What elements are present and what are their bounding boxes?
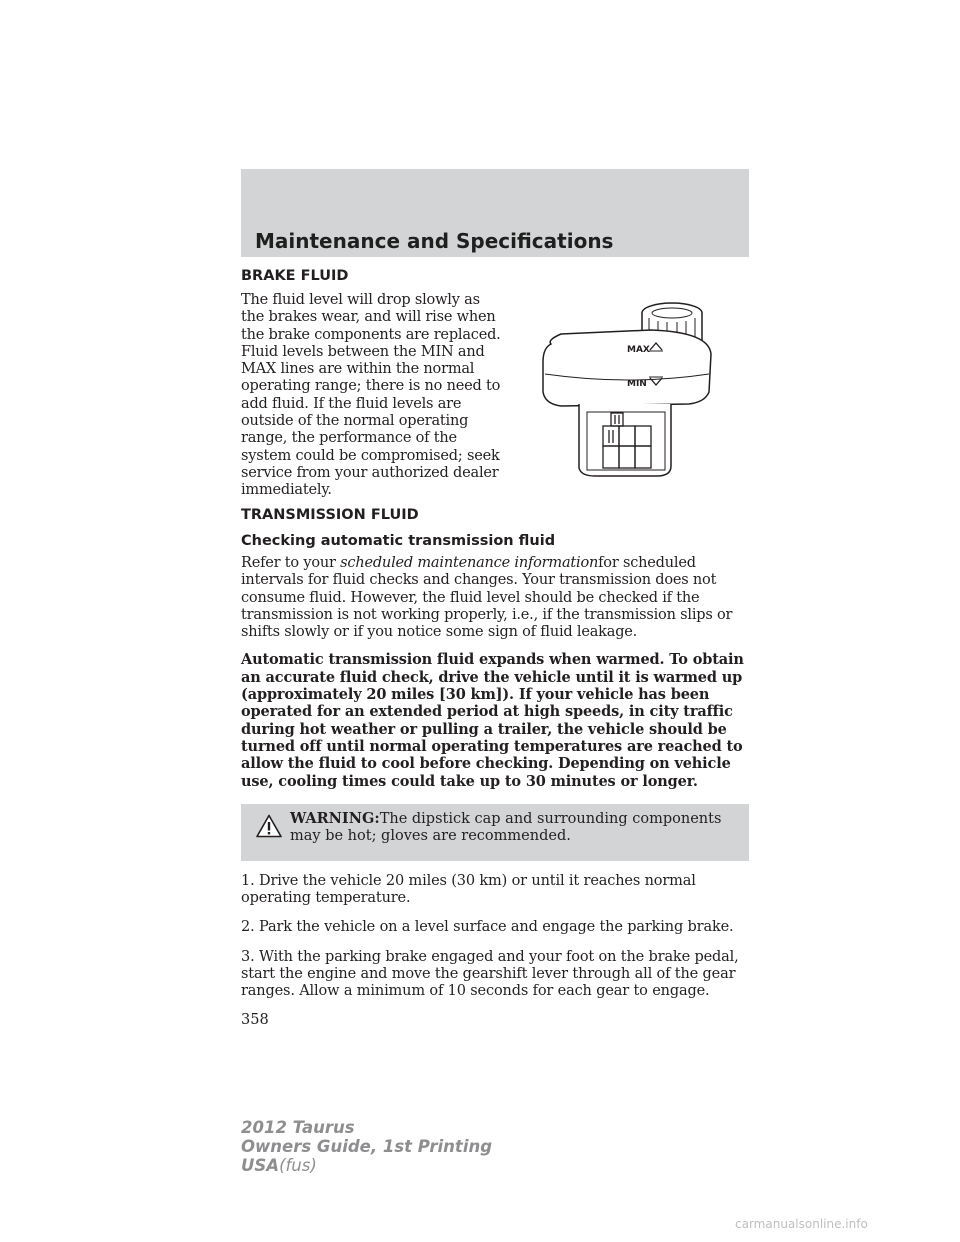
footer-line-1: 2012 Taurus bbox=[241, 1118, 355, 1137]
transmission-fluid-heading: TRANSMISSION FLUID bbox=[241, 507, 419, 523]
brake-fluid-section bbox=[241, 268, 749, 499]
warning-box bbox=[241, 804, 749, 861]
brake-fluid-text bbox=[241, 292, 501, 500]
max-label: MAX bbox=[627, 345, 650, 355]
checking-transmission-subheading: Checking automatic transmission fluid bbox=[241, 533, 556, 549]
step-1: 1. Drive the vehicle 20 miles (30 km) or until it reaches normal operating temperature. bbox=[241, 872, 696, 907]
page-content bbox=[241, 268, 749, 1028]
scheduled-maintenance-reference: scheduled maintenance information bbox=[340, 555, 599, 571]
refer-suffix: for scheduled intervals for fluid checks and changes. Your transmission does not consume fluid. However, the fluid level should be checked if the transmission is not working properly, i.e., if the transmission slips or shifts slowly or if you notice some sign of fluid leakage. bbox=[241, 555, 733, 641]
footer-line-3 bbox=[241, 1156, 492, 1175]
brake-fluid-paragraph: The fluid level will drop slowly as the brakes wear, and will rise when the brake components are replaced. Fluid levels between the MIN and MAX lines are within the normal operating range; there is no need to add fluid. If the fluid levels are outside of the normal operating range, the performance of the system could be compromised; seek service from your authorized dealer immediately. bbox=[241, 292, 501, 499]
section-title: Maintenance and Specifications bbox=[255, 229, 614, 253]
page-number: 358 bbox=[241, 1011, 269, 1028]
step-3: 3. With the parking brake engaged and your foot on the brake pedal, start the engine and move the gearshift lever through all of the gear ranges. Allow a minimum of 10 seconds for each gear to engage. bbox=[241, 948, 739, 1000]
section-header-band bbox=[241, 169, 749, 257]
refer-paragraph bbox=[241, 555, 749, 641]
warning-label: WARNING: bbox=[290, 809, 380, 827]
refer-prefix: Refer to your bbox=[241, 555, 336, 571]
warm-fluid-notice: Automatic transmission fluid expands when warmed. To obtain an accurate fluid check, drive the vehicle until it is warmed up (approximately 20 miles [30 km]). If your vehicle has been operated for an extended period at high speeds, in city traffic during hot weather or pulling a trailer, the vehicle should be turned off until normal operating temperatures are reached to allow the fluid to cool before checking. Depending on vehicle use, cooling times could take up to 30 minutes or longer. bbox=[241, 651, 744, 790]
footer-region: USA bbox=[241, 1156, 280, 1175]
footer-line-2: Owners Guide, 1st Printing bbox=[241, 1137, 493, 1156]
watermark-link[interactable]: carmanualsonline.info bbox=[735, 1217, 868, 1231]
footer-publication-info bbox=[241, 1118, 492, 1175]
warning-triangle-icon bbox=[256, 814, 282, 838]
footer-region-code: (fus) bbox=[279, 1156, 317, 1175]
brake-reservoir-illustration bbox=[539, 296, 719, 478]
warning-text bbox=[290, 810, 739, 846]
brake-fluid-heading: BRAKE FLUID bbox=[241, 268, 349, 284]
step-2: 2. Park the vehicle on a level surface and engage the parking brake. bbox=[241, 919, 734, 936]
min-label: MIN bbox=[627, 379, 647, 389]
warning-message: The dipstick cap and surrounding components may be hot; gloves are recommended. bbox=[290, 810, 722, 845]
reservoir-tank bbox=[543, 330, 711, 406]
